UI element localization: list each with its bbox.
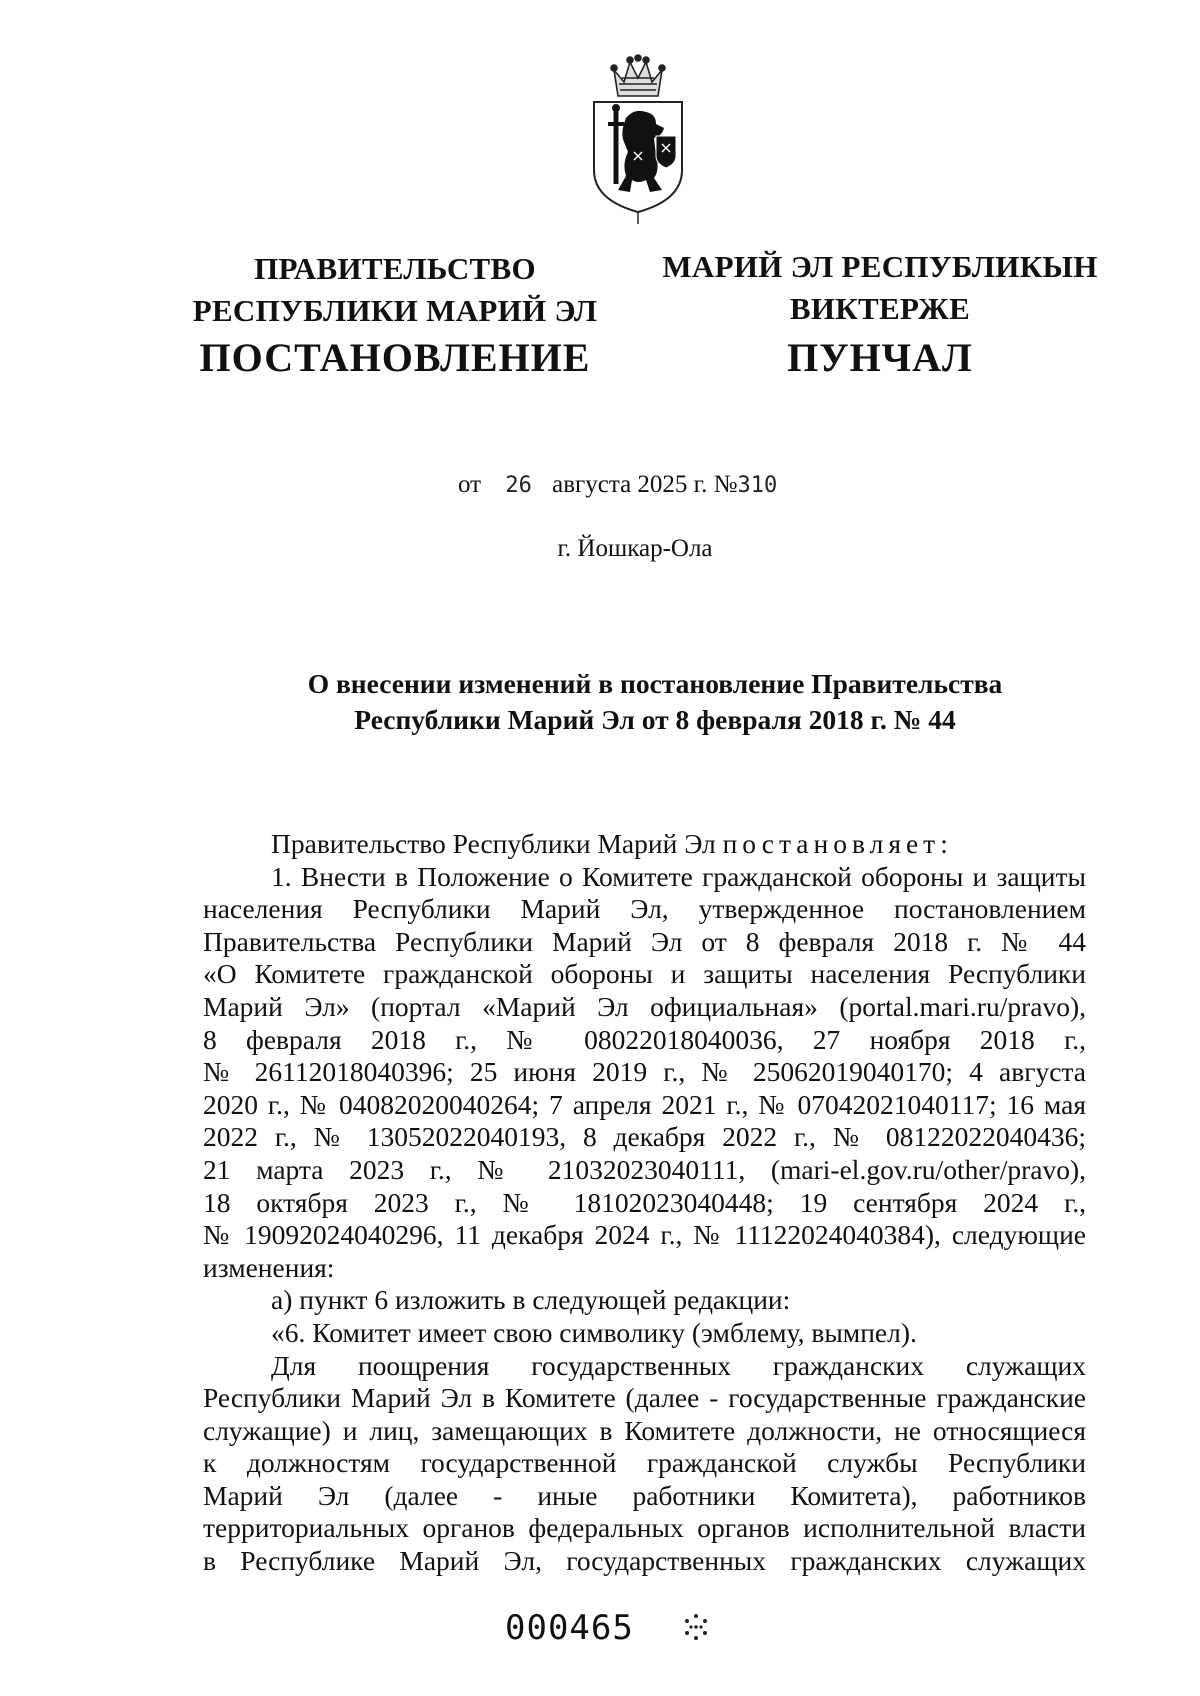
body-line: 2020 г., № 04082020040264; 7 апреля 2021 г., № 07042021040117; 16 мая — [203, 1088, 1086, 1120]
body-line: Марий Эл» (портал «Марий Эл официальная» (portal.mari.ru/pravo), — [203, 990, 1086, 1022]
coat-of-arms-icon — [590, 52, 686, 224]
body-line: 21 марта 2023 г., № 21032023040111, (mari-el.gov.ru/other/pravo), — [203, 1153, 1086, 1185]
body-line: а) пункт 6 изложить в следующей редакции: — [271, 1284, 791, 1316]
body-line: № 26112018040396; 25 июня 2019 г., № 25062019040170; 4 августа — [203, 1056, 1086, 1088]
body-line: Правительства Республики Марий Эл от 8 февраля 2018 г. № 44 — [203, 925, 1086, 957]
header-left-line1: ПРАВИТЕЛЬСТВО — [254, 251, 536, 286]
body-line: 8 февраля 2018 г., № 08022018040036, 27 ноября 2018 г., — [203, 1023, 1086, 1055]
city: г. Йошкар-Ола — [557, 535, 713, 562]
header-right-line2: ВИКТЕРЖЕ — [789, 291, 971, 326]
body-line: Марий Эл (далее - иные работники Комитета), работников — [203, 1479, 1086, 1511]
body-line: Республики Марий Эл в Комитете (далее - государственные гражданские — [203, 1382, 1086, 1414]
decree-date-line — [458, 470, 777, 501]
body-line: № 19092024040296, 11 декабря 2024 г., № 11122024040384), следующие — [203, 1219, 1086, 1251]
body-line: «6. Комитет имеет свою символику (эмблему, вымпел). — [271, 1316, 917, 1348]
body-line: в Республике Марий Эл, государственных гражданских служащих — [203, 1545, 1086, 1577]
header-left-authority — [185, 248, 605, 332]
header-right-line1: МАРИЙ ЭЛ РЕСПУБЛИКЫН — [662, 249, 1098, 284]
body-line: 1. Внести в Положение о Комитете гражданской обороны и защиты — [271, 860, 1086, 892]
body-line: «О Комитете гражданской обороны и защиты населения Республики — [203, 958, 1086, 990]
title-line2: Республики Марий Эл от 8 февраля 2018 г. № 44 — [354, 704, 956, 735]
preamble: Правительство Республики Марий Эл постановляет: — [271, 828, 953, 859]
body-line: населения Республики Марий Эл, утвержденное постановлением — [203, 893, 1086, 925]
date-month-year: августа 2025 г. № — [552, 471, 738, 498]
date-day: 26 — [505, 473, 532, 498]
body-line: служащие) и лиц, замещающих в Комитете должности, не относящиеся — [203, 1414, 1086, 1446]
title-line1: О внесении изменений в постановление Правительства — [307, 668, 1003, 699]
asterisk-mark-icon — [683, 1610, 709, 1644]
body-line: изменения: — [203, 1251, 335, 1283]
header-left-line2: РЕСПУБЛИКИ МАРИЙ ЭЛ — [192, 293, 598, 328]
decree-number: 310 — [737, 473, 778, 498]
decree-type-left: ПОСТАНОВЛЕНИЕ — [199, 335, 591, 380]
date-prefix: от — [458, 471, 482, 498]
body-line: 2022 г., № 13052022040193, 8 декабря 2022 г., № 08122022040436; — [203, 1121, 1086, 1153]
body-line: территориальных органов федеральных органов исполнительной власти — [203, 1512, 1086, 1544]
document-body — [203, 828, 1086, 1578]
header-right-authority — [655, 246, 1105, 330]
serial-number: 000465 — [505, 1608, 634, 1648]
body-line: Для поощрения государственных гражданских служащих — [271, 1349, 1086, 1381]
spaced-word: постановляет: — [722, 828, 953, 859]
decree-type-right: ПУНЧАЛ — [787, 335, 973, 380]
body-line: 18 октября 2023 г., № 18102023040448; 19 сентября 2024 г., — [203, 1186, 1086, 1218]
body-line: к должностям государственной гражданской службы Республики — [203, 1447, 1086, 1479]
document-title — [200, 666, 1110, 738]
